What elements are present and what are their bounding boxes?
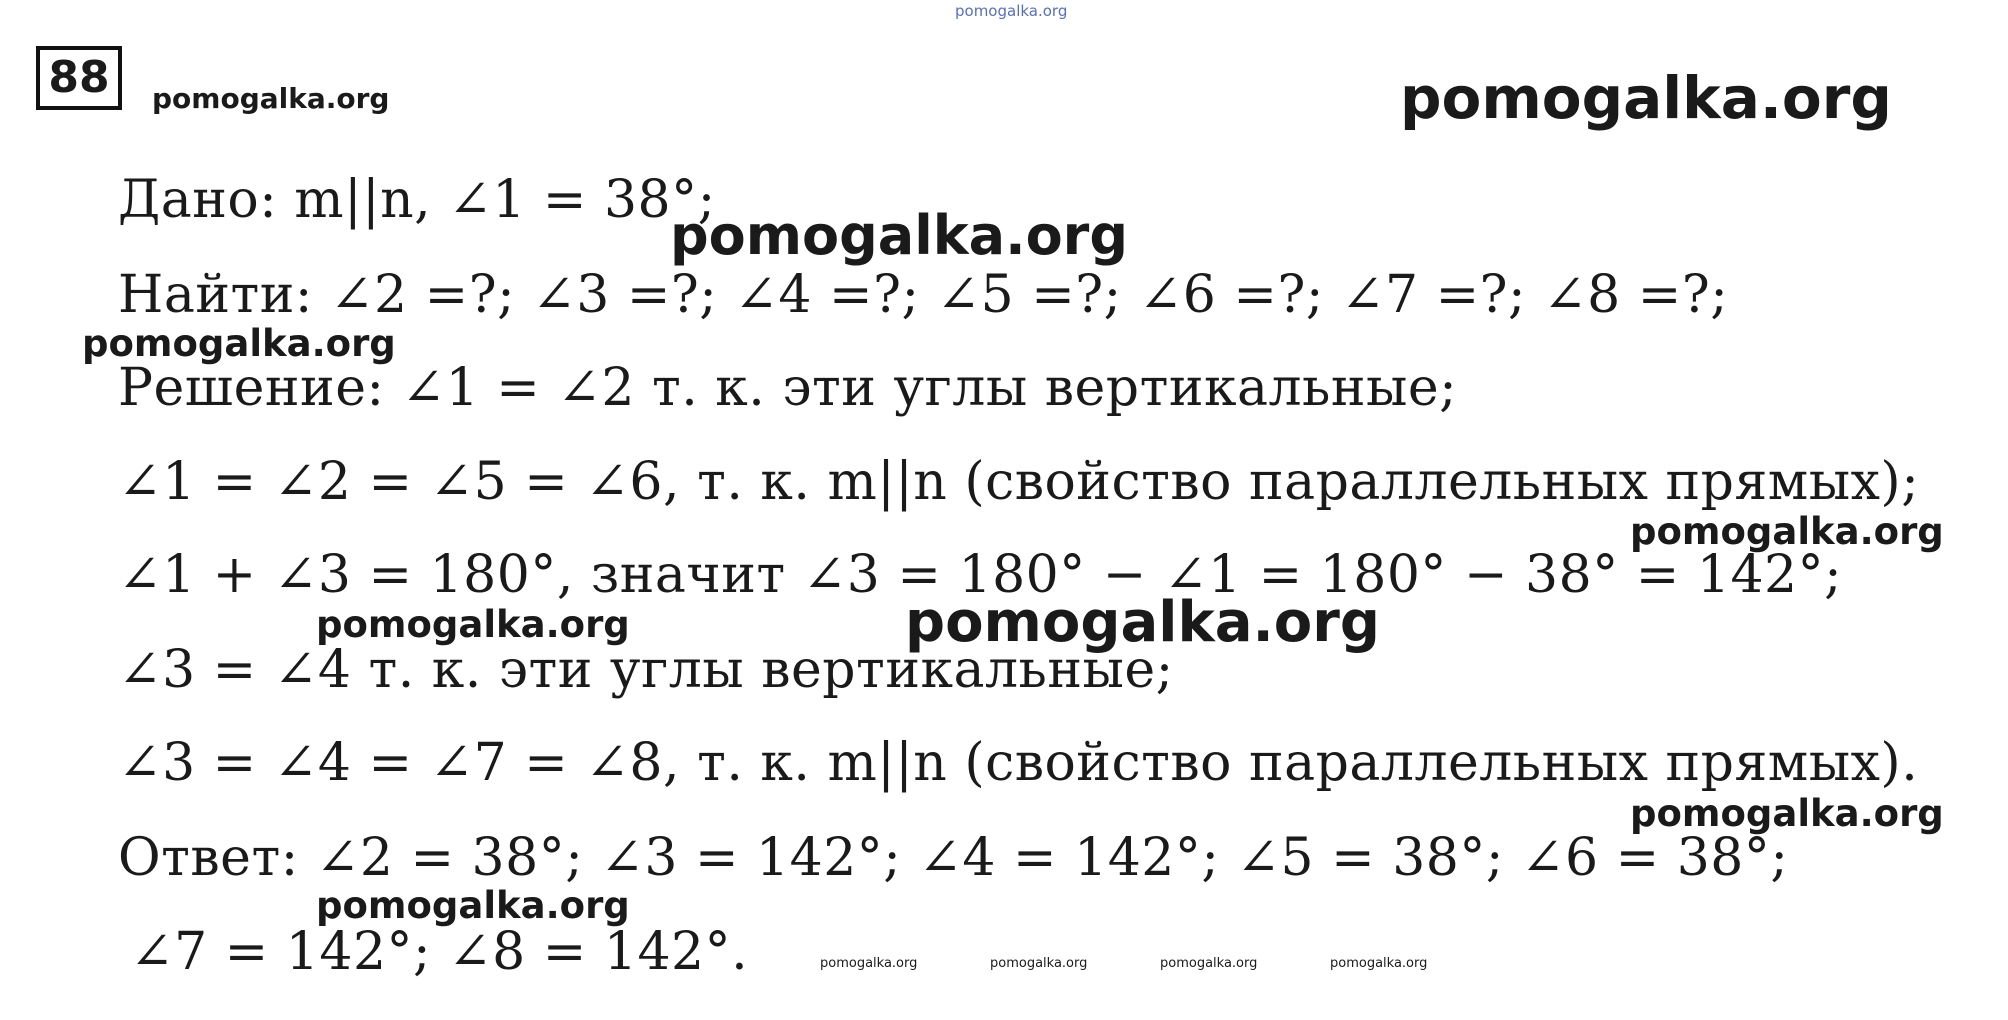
solution-step-4: ∠3 = ∠4 = ∠7 = ∠8, т. к. m||n (свойство параллельных прямых). <box>118 733 1919 793</box>
find-line: Найти: ∠2 =?; ∠3 =?; ∠4 =?; ∠5 =?; ∠6 =?; ∠7 =?; ∠8 =?; <box>118 265 1729 325</box>
watermark-overlay: pomogalka.org <box>316 603 630 646</box>
watermark-overlay: pomogalka.org <box>905 590 1380 655</box>
answer-line-2: ∠7 = 142°; ∠8 = 142°. <box>130 922 749 982</box>
watermark-top[interactable]: pomogalka.org <box>955 2 1068 20</box>
answer-line-1: Ответ: ∠2 = 38°; ∠3 = 142°; ∠4 = 142°; ∠5 = 38°; ∠6 = 38°; <box>118 828 1789 888</box>
solution-step-1: ∠1 = ∠2 = ∠5 = ∠6, т. к. m||n (свойство параллельных прямых); <box>118 452 1920 512</box>
solution-step-2: ∠1 + ∠3 = 180°, значит ∠3 = 180° − ∠1 = 180° − 38° = 142°; <box>118 545 1843 605</box>
footer-watermark: pomogalka.org <box>990 956 1088 971</box>
watermark-overlay: pomogalka.org <box>316 884 630 927</box>
solution-line: Решение: ∠1 = ∠2 т. к. эти углы вертикальные; <box>118 358 1458 418</box>
footer-watermark: pomogalka.org <box>820 956 918 971</box>
given-line: Дано: m||n, ∠1 = 38°; <box>118 170 716 230</box>
solution-step-3: ∠3 = ∠4 т. к. эти углы вертикальные; <box>118 640 1174 700</box>
watermark-overlay: pomogalka.org <box>1630 792 1944 835</box>
watermark-overlay: pomogalka.org <box>670 204 1128 267</box>
task-number-badge: 88 <box>36 46 122 110</box>
watermark-overlay: pomogalka.org <box>82 322 396 365</box>
footer-watermark: pomogalka.org <box>1160 956 1258 971</box>
watermark-overlay: pomogalka.org <box>1630 510 1944 553</box>
footer-watermark: pomogalka.org <box>1330 956 1428 971</box>
header-watermark-large: pomogalka.org <box>1400 64 1892 132</box>
header-watermark-small: pomogalka.org <box>152 82 390 115</box>
